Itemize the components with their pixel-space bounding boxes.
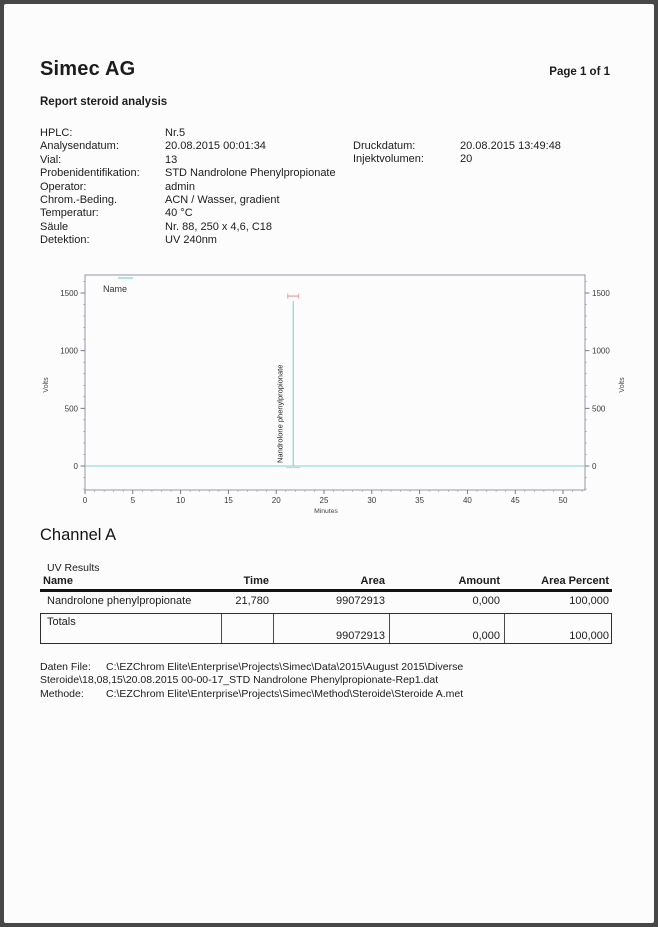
- meta-label: HPLC:: [40, 127, 73, 139]
- meta-row-probenidentifikation: [40, 167, 336, 180]
- cell-amount: 0,000: [472, 595, 500, 607]
- plot-frame: [85, 275, 585, 490]
- y-tick-label-right: 500: [592, 404, 606, 414]
- peak-label: Nandrolone phenylpropionate: [275, 364, 285, 464]
- meta-label: Temperatur:: [40, 207, 99, 220]
- chromatogram-chart: [30, 265, 646, 519]
- y-tick-label-left: 1000: [60, 346, 78, 356]
- totals-label-cell: [41, 614, 221, 643]
- meta-label: Säule: [40, 220, 69, 233]
- table-header-row: [40, 575, 612, 592]
- meta-row-druckdatum: [353, 140, 561, 153]
- meta-label: Injektvolumen:: [353, 153, 424, 166]
- methode-line: [40, 688, 632, 701]
- channel-heading: Channel A: [40, 526, 117, 544]
- x-tick-label: 20: [271, 496, 281, 505]
- totals-amount: 0,000: [472, 630, 500, 642]
- x-tick-label: 45: [510, 496, 520, 505]
- meta-value: 20.08.2015 13:49:48: [460, 140, 561, 152]
- daten-file-path-line1: C:\EZChrom Elite\Enterprise\Projects\Simec\Data\2015\August 2015\Diverse: [106, 661, 464, 673]
- meta-value: Nr. 88, 250 x 4,6, C18: [165, 220, 273, 233]
- x-tick-label: 40: [462, 496, 472, 505]
- meta-value: Nr.5: [165, 127, 186, 139]
- y-tick-label-right: 0: [592, 462, 597, 472]
- meta-value: admin: [165, 180, 195, 193]
- page-number-label: Page 1 of 1: [549, 66, 610, 78]
- y-axis-title-left: Volts: [43, 377, 50, 393]
- x-tick-label: 25: [319, 496, 329, 505]
- cell-time: 21,780: [235, 595, 269, 607]
- totals-table: [40, 613, 612, 644]
- meta-row-hplc: [40, 127, 336, 140]
- meta-row-injektvolumen: [353, 153, 561, 166]
- methode-path: C:\EZChrom Elite\Enterprise\Projects\Simec\Method\Steroide\Steroide A.met: [106, 687, 464, 700]
- y-axis-title-right: Volts: [619, 377, 626, 393]
- x-tick-label: 15: [223, 496, 233, 505]
- daten-file-line: [40, 661, 632, 674]
- meta-value: STD Nandrolone Phenylpropionate: [165, 167, 336, 180]
- table-row: [40, 592, 612, 607]
- totals-area: 99072913: [336, 630, 385, 642]
- meta-row-temperatur: [40, 207, 336, 220]
- totals-area-percent-cell: [504, 614, 613, 643]
- y-tick-label-left: 500: [64, 404, 78, 414]
- y-tick-label-left: 1500: [60, 288, 78, 298]
- totals-amount-cell: [389, 614, 504, 643]
- meta-label: Druckdatum:: [353, 140, 416, 152]
- meta-label: Chrom.-Beding.: [40, 194, 118, 207]
- meta-value: ACN / Wasser, gradient: [165, 194, 280, 207]
- meta-value: UV 240nm: [165, 234, 217, 247]
- uv-results-label: UV Results: [47, 562, 100, 574]
- x-tick-label: 0: [82, 496, 88, 505]
- y-tick-label-left: 0: [73, 462, 78, 472]
- meta-row-vial: [40, 154, 336, 167]
- x-tick-label: 35: [415, 496, 425, 505]
- meta-value: 13: [165, 153, 178, 166]
- y-tick-label-right: 1500: [592, 288, 610, 298]
- cell-area: 99072913: [336, 595, 385, 607]
- metadata-block-left: [40, 127, 336, 248]
- x-axis-title: Minutes: [314, 508, 338, 515]
- meta-value: 40 °C: [165, 207, 193, 220]
- meta-label: Vial:: [40, 153, 62, 166]
- meta-value: 20.08.2015 00:01:34: [165, 140, 266, 153]
- x-tick-label: 30: [367, 496, 377, 505]
- totals-time-cell: [221, 614, 273, 643]
- daten-file-path-line2: Steroide\18,08,15\20.08.2015 00-00-17_STD Nandrolone Phenylpropionate-Rep1.dat: [40, 674, 439, 687]
- col-header-area-percent: Area Percent: [541, 575, 609, 587]
- totals-area-cell: [273, 614, 389, 643]
- totals-area-percent: 100,000: [569, 630, 609, 642]
- meta-row-saeule: [40, 221, 336, 234]
- meta-row-operator: [40, 181, 336, 194]
- meta-label: Operator:: [40, 180, 87, 193]
- col-header-name: Name: [43, 575, 73, 587]
- chromatogram-svg: [30, 265, 646, 519]
- daten-file-label: Daten File:: [40, 661, 91, 673]
- x-tick-label: 10: [176, 496, 186, 505]
- methode-label: Methode:: [40, 687, 84, 700]
- meta-label: Detektion:: [40, 234, 90, 247]
- company-title: Simec AG: [40, 58, 136, 80]
- cell-name: Nandrolone phenylpropionate: [47, 595, 192, 607]
- uv-results-table: [40, 575, 612, 607]
- report-title: Report steroid analysis: [40, 96, 168, 108]
- totals-label: Totals: [47, 616, 76, 628]
- x-tick-label: 5: [130, 496, 136, 505]
- col-header-area: Area: [360, 575, 385, 587]
- meta-row-chrom-beding: [40, 194, 336, 207]
- file-info-block: [40, 661, 632, 701]
- meta-label: Probenidentifikation:: [40, 167, 140, 180]
- metadata-block-right: [353, 140, 561, 167]
- legend-label: Name: [103, 284, 128, 294]
- y-tick-label-right: 1000: [592, 346, 610, 356]
- x-tick-label: 50: [558, 496, 568, 505]
- meta-value: 20: [460, 153, 473, 166]
- meta-row-detektion: [40, 234, 336, 247]
- col-header-time: Time: [243, 575, 269, 587]
- col-header-amount: Amount: [458, 575, 500, 587]
- meta-label: Analysendatum:: [40, 140, 119, 153]
- meta-row-analysendatum: [40, 140, 336, 153]
- cell-area-percent: 100,000: [569, 595, 609, 607]
